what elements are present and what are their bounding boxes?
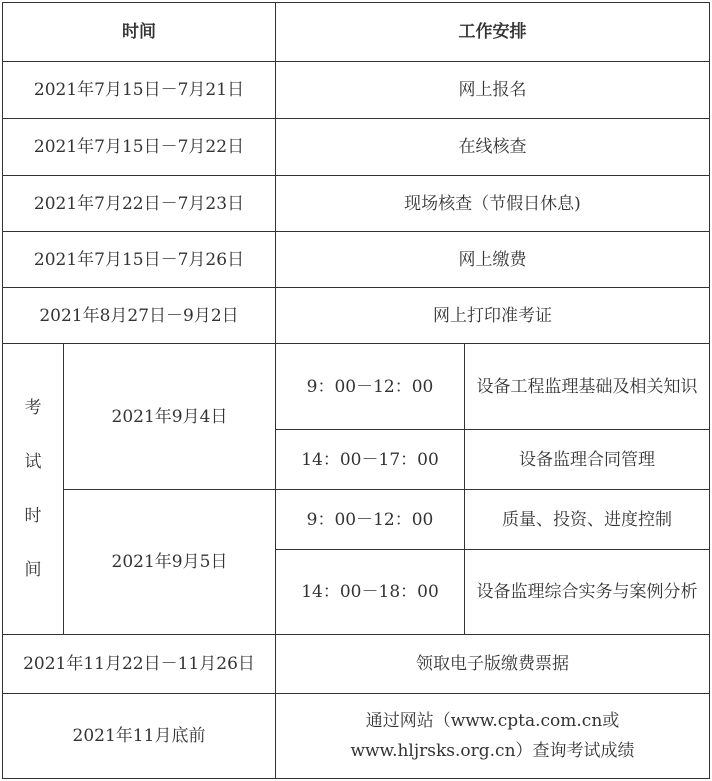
exam-label-char: 考: [24, 398, 42, 418]
exam-time-label: [3, 344, 64, 635]
session-subject: 质量、投资、进度控制: [465, 490, 710, 550]
header-work: 工作安排: [276, 3, 710, 62]
session-subject: 设备监理综合实务与案例分析: [465, 550, 710, 635]
exam-schedule-table: [2, 2, 710, 779]
row-time: 2021年11月底前: [3, 694, 276, 779]
session-subject: 设备工程监理基础及相关知识: [465, 344, 710, 430]
exam-label-char: 时: [24, 506, 42, 526]
table-row: [3, 62, 710, 119]
header-time: 时间: [3, 3, 276, 62]
table-row: [3, 635, 710, 694]
row-work: 领取电子版缴费票据: [276, 635, 710, 694]
session-time: 14：00－18：00: [276, 550, 465, 635]
table-row: [3, 176, 710, 232]
table-row: [3, 288, 710, 344]
session-time: 14：00－17：00: [276, 430, 465, 490]
exam-row: [3, 490, 710, 550]
session-time: 9：00－12：00: [276, 344, 465, 430]
row-time: 2021年11月22日－11月26日: [3, 635, 276, 694]
session-time: 9：00－12：00: [276, 490, 465, 550]
row-time: 2021年7月15日－7月22日: [3, 119, 276, 176]
table-row: [3, 694, 710, 779]
table-row: [3, 119, 710, 176]
row-time: 2021年7月22日－7月23日: [3, 176, 276, 232]
row-work: 现场核查（节假日休息): [276, 176, 710, 232]
row-work: 网上报名: [276, 62, 710, 119]
session-subject: 设备监理合同管理: [465, 430, 710, 490]
row-work: 网上缴费: [276, 232, 710, 288]
row-time: 2021年7月15日－7月21日: [3, 62, 276, 119]
row-time: 2021年7月15日－7月26日: [3, 232, 276, 288]
exam-label-char: 试: [24, 452, 42, 472]
row-time: 2021年8月27日－9月2日: [3, 288, 276, 344]
table-row: [3, 232, 710, 288]
row-work: 在线核查: [276, 119, 710, 176]
row-work: 通过网站（www.cpta.com.cn或www.hljrsks.org.cn）查询考试成绩: [276, 694, 710, 779]
exam-label-char: 间: [24, 560, 42, 580]
exam-row: [3, 344, 710, 430]
exam-date: 2021年9月4日: [64, 344, 276, 490]
header-row: [3, 3, 710, 62]
row-work: 网上打印准考证: [276, 288, 710, 344]
exam-date: 2021年9月5日: [64, 490, 276, 635]
